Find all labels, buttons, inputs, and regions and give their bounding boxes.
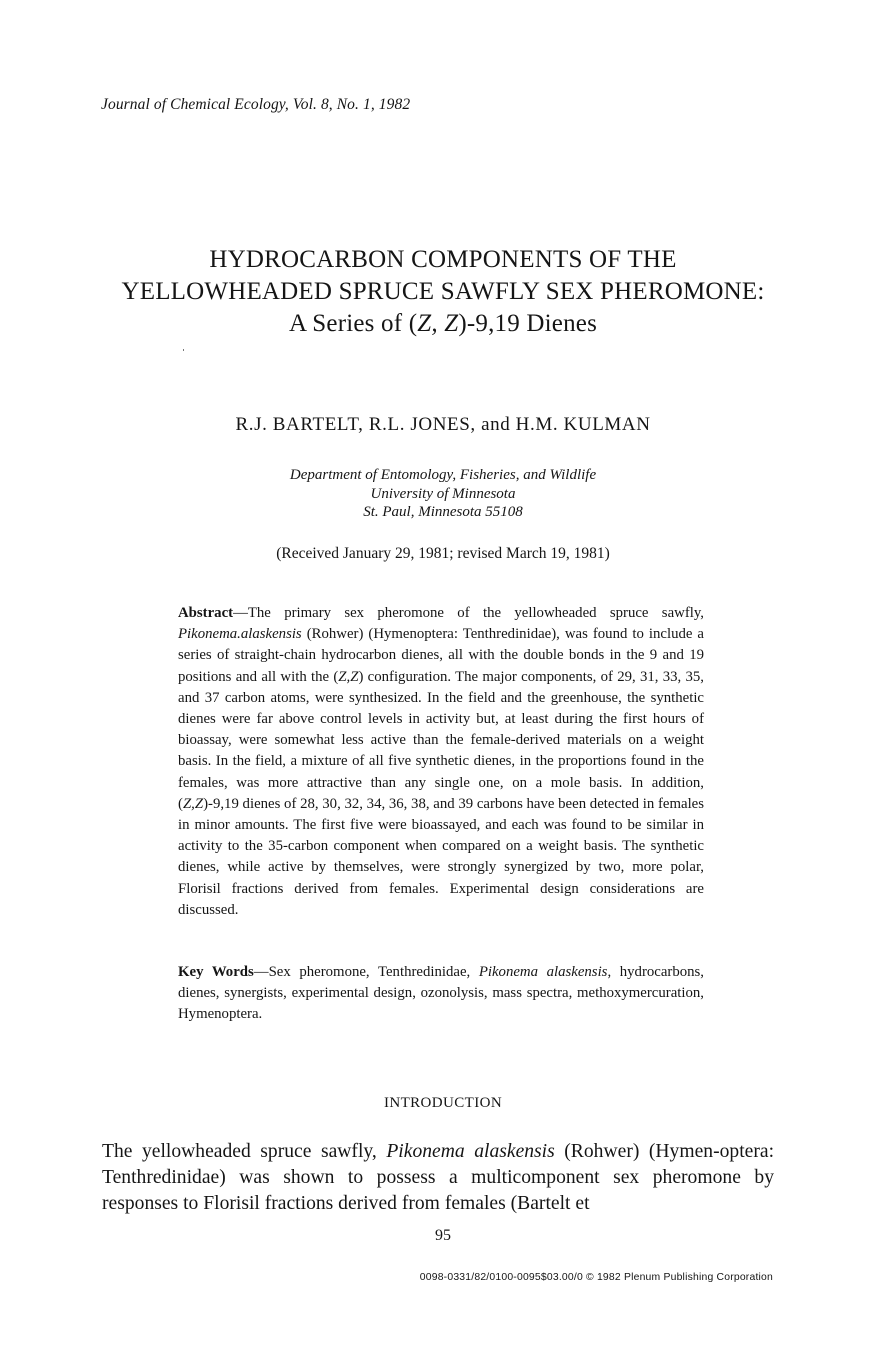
scan-speck (183, 349, 184, 351)
abstract-zz-1: Z,Z (338, 668, 359, 685)
intro-species: Pikonema alaskensis (386, 1141, 555, 1162)
page-number: 95 (435, 1227, 451, 1244)
received-dates: (Received January 29, 1981; revised March 19, 1981) (276, 545, 610, 562)
intro-paragraph (102, 1139, 774, 1217)
key-words (178, 962, 704, 1026)
affiliation-line-3: St. Paul, Minnesota 55108 (363, 504, 523, 520)
title-line-3 (0, 308, 886, 340)
abstract-species: Pikonema.alaskensis (178, 626, 302, 643)
abstract-text-2: ) configuration. The major components, of 29, 31, 33, 35, and 37 carbon atoms, were synthesized. In the field and the greenhouse, the synthetic dienes were far above control levels in activity but, at least during the first hours of bioassay, were somewhat less active than the female-derived materials on a weight basis. In the field, a mixture of all five synthetic dienes, in the proportions found in the females, was more attractive than any single one, on a mole basis. In addition, ( (178, 668, 705, 812)
title-zz: Z, Z (417, 310, 459, 337)
paper-title (0, 244, 886, 340)
intro-text-1: The yellowheaded spruce sawfly, (102, 1141, 387, 1162)
abstract (178, 603, 704, 921)
abstract-text-0: —The primary sex pheromone of the yellowheaded spruce sawfly, (233, 605, 704, 621)
title-line-3-b: )-9,19 Dienes (458, 310, 598, 337)
abstract-zz-2: Z,Z (182, 795, 204, 812)
key-words-species: Pikonema alaskensis (478, 964, 608, 980)
key-words-label: Key Words (178, 964, 254, 980)
title-line-3-a: A Series of ( (288, 310, 418, 337)
copyright-footer: 0098-0331/82/0100-0095$03.00/0 © 1982 Plenum Publishing Corporation (419, 1272, 773, 1283)
affiliation (0, 466, 886, 522)
journal-citation: Journal of Chemical Ecology, Vol. 8, No. 1, 1982 (101, 96, 411, 113)
authors: R.J. BARTELT, R.L. JONES, and H.M. KULMAN (235, 414, 651, 435)
intro-text-2: (Rohwer) (Hymen-optera: Tenthredinidae) was shown to possess a multicomponent sex pheromone by responses to Florisil fractions derived from females (Bartelt et (102, 1141, 775, 1214)
abstract-text-1: (Rohwer) (Hymenoptera: Tenthredinidae), was found to include a series of straight-chain hydrocarbon dienes, all with the double bonds in the 9 and 19 positions and all with the ( (178, 626, 704, 685)
section-heading: INTRODUCTION (383, 1095, 503, 1111)
affiliation-line-1: Department of Entomology, Fisheries, and Wildlife (289, 467, 597, 483)
key-words-text-1: —Sex pheromone, Tenthredinidae, (253, 964, 479, 980)
title-line-1: HYDROCARBON COMPONENTS OF THE (209, 246, 677, 273)
abstract-label: Abstract (178, 605, 234, 621)
key-words-text-2: , hydrocarbons, dienes, synergists, experimental design, ozonolysis, mass spectra, methoxymercuration, Hymenoptera. (178, 964, 704, 1023)
affiliation-line-2: University of Minnesota (370, 485, 516, 502)
title-line-2: YELLOWHEADED SPRUCE SAWFLY SEX PHEROMONE: (121, 278, 765, 305)
abstract-text-3: )-9,19 dienes of 28, 30, 32, 34, 36, 38, and 39 carbons have been detected in females in minor amounts. The first five were bioassayed, and each was found to be similar in activity to the 35-carbon component when compared on a weight basis. The synthetic dienes, while active by themselves, were strongly synergized by two, more polar, Florisil fractions derived from females. Experimental design considerations are discussed. (178, 795, 704, 918)
